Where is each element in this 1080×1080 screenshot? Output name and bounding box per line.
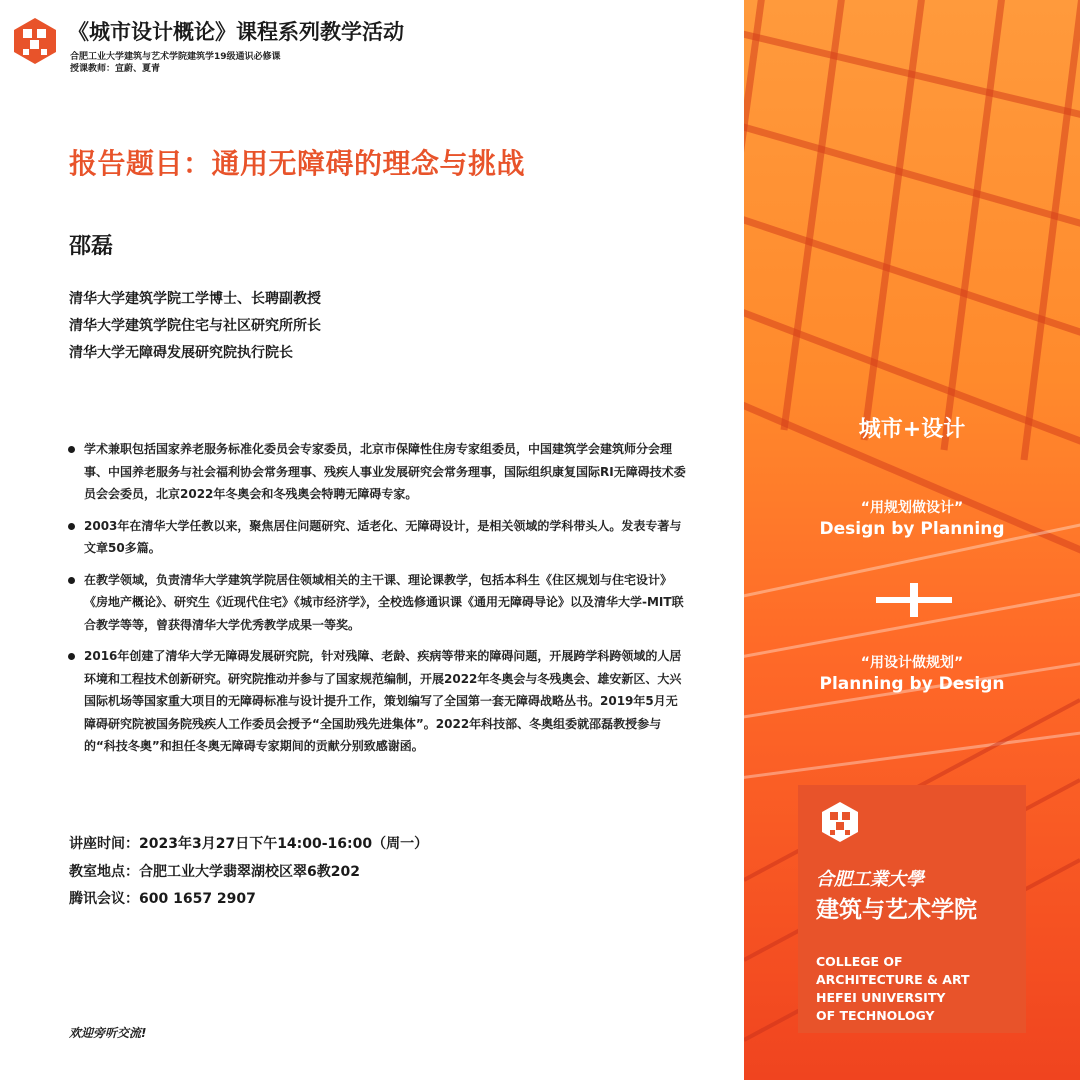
slogan1-en: Design by Planning <box>819 519 1005 539</box>
meeting-id[interactable]: 腾讯会议：600 1657 2907 <box>69 891 256 907</box>
bio-item: 学术兼职包括国家养老服务标准化委员会专家委员，北京市保障性住房专家组委员，中国建筑学会建筑师分会理事、中国养老服务与社会福利协会常务理事、残疾人事业发展研究会常务理事，国际组织康复国际RI无障碍技术委员会会委员，北京2022年冬奥会和冬残奥会特聘无障碍专家。 <box>66 438 686 506</box>
slogan-planning-by-design <box>744 653 1080 695</box>
side-panel <box>744 0 1080 1080</box>
bio-list <box>66 438 686 767</box>
speaker-title: 清华大学无障碍发展研究院执行院长 <box>69 345 293 361</box>
university-calligraphy-logo: 合肥工業大學 <box>816 869 924 890</box>
college-en-line: ARCHITECTURE & ART <box>816 972 970 987</box>
slogan-main: 城市+设计 <box>858 417 966 442</box>
welcome-note: 欢迎旁听交流! <box>69 1026 147 1040</box>
bio-item: 2016年创建了清华大学无障碍发展研究院，针对残障、老龄、疾病等带来的障碍问题，开展跨学科跨领域的人居环境和工程技术创新研究。研究院推动并参与了国家规范编制，开展2022年冬奥会与冬残奥会、雄安新区、大兴国际机场等国家重大项目的无障碍标准与设计提升工作，策划编写了全国第一套无障碍战略丛书。2019年5月无障碍研究院被国务院残疾人工作委员会授予“全国助残先进集体”。2022年科技部、冬奥组委就邵磊教授参与的“科技冬奥”和担任冬奥无障碍专家期间的贡献分别致感谢函。 <box>66 645 686 758</box>
course-subtitle-line2: 授课教师：宣蔚、夏青 <box>70 64 161 74</box>
college-logo-icon <box>819 801 861 843</box>
college-en-line: HEFEI UNIVERSITY <box>816 990 946 1005</box>
speaker-name: 邵磊 <box>69 234 114 259</box>
course-subtitle-line1: 合肥工业大学建筑与艺术学院建筑学19级通识必修课 <box>70 52 281 62</box>
slogan-design-by-planning <box>744 498 1080 540</box>
lecture-time: 讲座时间：2023年3月27日下午14:00-16:00（周一） <box>69 836 429 852</box>
college-card <box>798 785 1026 1033</box>
slogan2-en: Planning by Design <box>819 674 1005 694</box>
college-en-line: OF TECHNOLOGY <box>816 1008 935 1023</box>
lecture-topic: 报告题目：通用无障碍的理念与挑战 <box>69 147 526 180</box>
college-english-name <box>816 953 970 1025</box>
speaker-titles <box>69 286 321 367</box>
speaker-title: 清华大学建筑学院住宅与社区研究所所长 <box>69 318 321 334</box>
slogan2-cn: “用设计做规划” <box>860 655 964 671</box>
college-logo-icon <box>10 16 60 66</box>
course-subtitle <box>70 51 281 75</box>
plus-icon <box>876 583 952 617</box>
speaker-title: 清华大学建筑学院工学博士、长聘副教授 <box>69 291 321 307</box>
college-en-line: COLLEGE OF <box>816 954 903 969</box>
college-name: 建筑与艺术学院 <box>816 897 977 923</box>
bio-item: 2003年在清华大学任教以来，聚焦居住问题研究、适老化、无障碍设计，是相关领域的学科带头人。发表专著与文章50多篇。 <box>66 515 686 560</box>
slogan1-cn: “用规划做设计” <box>860 500 964 516</box>
lecture-info <box>69 831 428 914</box>
course-title: 《城市设计概论》课程系列教学活动 <box>68 20 404 44</box>
lecture-place: 教室地点：合肥工业大学翡翠湖校区翠6教202 <box>69 863 360 880</box>
bio-item: 在教学领域，负责清华大学建筑学院居住领域相关的主干课、理论课教学，包括本科生《住区规划与住宅设计》《房地产概论》、研究生《近现代住宅》《城市经济学》，全校选修通识课《通用无障碍导论》以及清华大学-MIT联合教学等等，曾获得清华大学优秀教学成果一等奖。 <box>66 569 686 637</box>
